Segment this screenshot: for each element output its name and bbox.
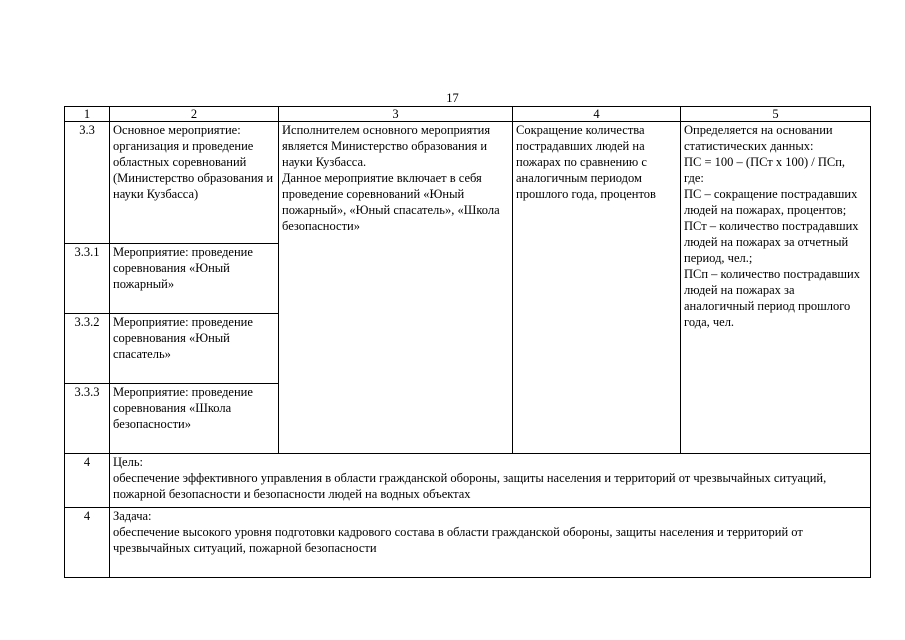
method-paragraph: ПС = 100 – (ПСт x 100) / ПСп, где: [684, 155, 846, 185]
column-header: 5 [681, 107, 871, 122]
activity-name: Основное мероприятие: организация и проведение областных соревнований (Министерство образования и науки Кузбасса) [110, 122, 279, 244]
column-header: 1 [65, 107, 110, 122]
calculation-method [681, 122, 871, 454]
goal-label: Цель: [113, 455, 143, 469]
goal-cell [110, 454, 871, 508]
row-number: 4 [65, 454, 110, 508]
activity-name: Мероприятие: проведение соревнования «Юный пожарный» [110, 244, 279, 314]
method-paragraph: ПС – сокращение пострадавших людей на пожарах, процентов; [684, 187, 858, 217]
column-header: 3 [279, 107, 513, 122]
description-paragraph: Данное мероприятие включает в себя проведение соревнований «Юный пожарный», «Юный спасатель», «Школа безопасности» [282, 171, 500, 233]
row-number: 3.3.2 [65, 314, 110, 384]
page-number: 17 [446, 91, 459, 105]
method-paragraph: Определяется на основании статистических данных: [684, 123, 833, 153]
task-text: обеспечение высокого уровня подготовки кадрового состава в области гражданской обороны, защиты населения и территорий от чрезвычайных ситуаций, пожарной безопасности [113, 525, 803, 555]
row-number: 3.3 [65, 122, 110, 244]
goal-text: обеспечение эффективного управления в области гражданской обороны, защиты населения и территорий от чрезвычайных ситуаций, пожарной безопасности и безопасности людей на водных объектах [113, 471, 827, 501]
row-number: 3.3.1 [65, 244, 110, 314]
task-label: Задача: [113, 509, 152, 523]
column-header: 4 [513, 107, 681, 122]
row-number: 3.3.3 [65, 384, 110, 454]
activity-name: Мероприятие: проведение соревнования «Юный спасатель» [110, 314, 279, 384]
row-number: 4 [65, 508, 110, 578]
description-paragraph: Исполнителем основного мероприятия является Министерство образования и науки Кузбасса. [282, 123, 491, 169]
table-row [65, 122, 871, 244]
task-row [65, 508, 871, 578]
activity-name: Мероприятие: проведение соревнования «Школа безопасности» [110, 384, 279, 454]
column-header: 2 [110, 107, 279, 122]
activity-description [279, 122, 513, 454]
program-table [64, 106, 871, 578]
header-row [65, 107, 871, 122]
task-cell [110, 508, 871, 578]
goal-row [65, 454, 871, 508]
indicator-cell: Сокращение количества пострадавших людей на пожарах по сравнению с аналогичным периодом прошлого года, процентов [513, 122, 681, 454]
method-paragraph: ПСт – количество пострадавших людей на пожарах за отчетный период, чел.; [684, 219, 859, 265]
method-paragraph: ПСп – количество пострадавших людей на пожарах за аналогичный период прошлого года, чел. [684, 267, 860, 329]
